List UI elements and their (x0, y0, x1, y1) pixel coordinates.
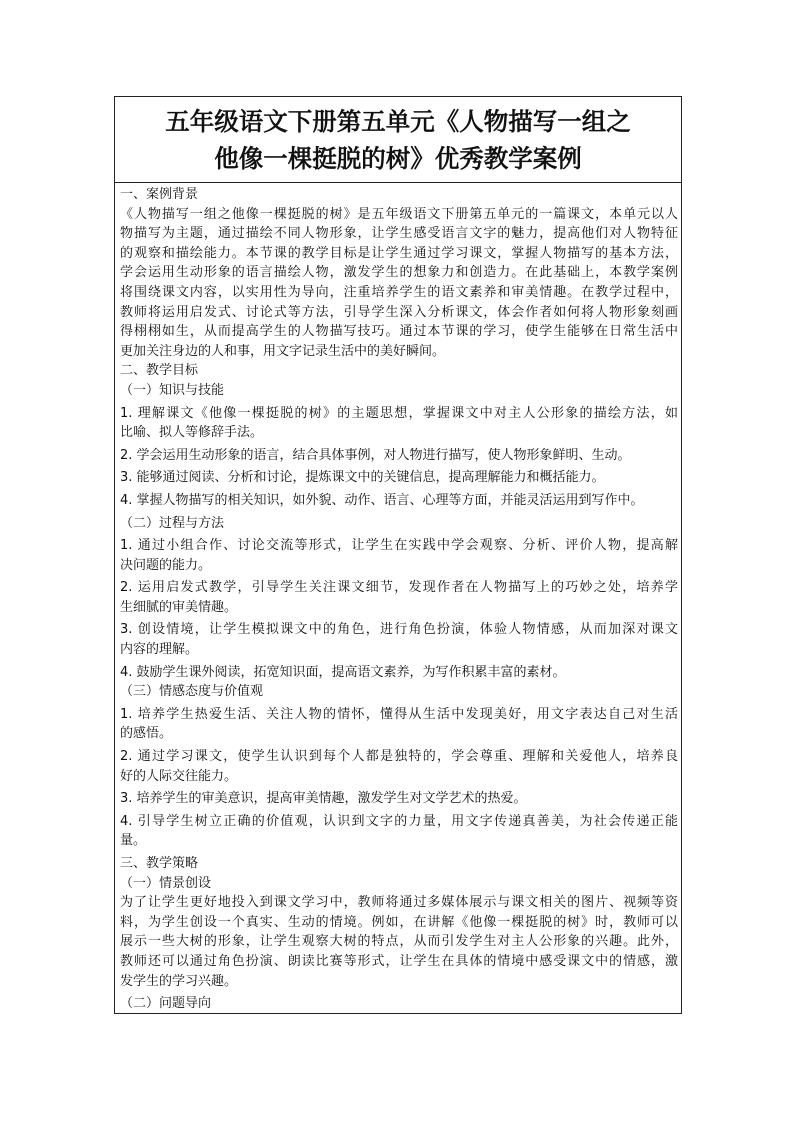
goal-item-line: 量。 (120, 833, 147, 849)
subsection-heading: （一）知识与技能 (120, 382, 225, 398)
background-line: 将围绕课文内容，以实用性为导向，注重培养学生的语文素养和审美情趣。在教学过程中， (120, 284, 678, 300)
background-line: 教师将运用启发式、讨论式等方法，引导学生深入分析课文，体会作者如何将人物形象刻画 (120, 304, 678, 320)
goal-item-line: 内容的理解。 (120, 642, 199, 658)
section-heading-strategy: 三、教学策略 (120, 856, 199, 871)
goal-item-line: 3. 创设情境，让学生模拟课文中的角色，进行角色扮演，体验人物情感，从而加深对课文 (120, 622, 678, 638)
goal-item-line: 2. 通过学习课文，使学生认识到每个人都是独特的，学会尊重、理解和关爱他人，培养良 (120, 749, 678, 765)
background-line: 学会运用生动形象的语言描绘人物，激发学生的想象力和创造力。在此基础上，本教学案例 (120, 265, 678, 281)
subsection-heading: （二）过程与方法 (120, 515, 225, 531)
title-line-1: 五年级语文下册第五单元《人物描写一组之 (165, 106, 631, 136)
section-heading-goals: 二、教学目标 (120, 363, 199, 379)
section-heading-background: 一、案例背景 (120, 187, 199, 202)
strategy-line: 发学生的学习兴趣。 (120, 973, 238, 989)
background-line: 得栩栩如生，从而提高学生的人物描写技巧。通过本节课的学习，使学生能够在日常生活中 (120, 324, 678, 340)
goal-item-line: 2. 学会运用生动形象的语言，结合具体事例，对人物进行描写，使人物形象鲜明、生动。 (120, 447, 631, 463)
goal-item-line: 3. 能够通过阅读、分析和讨论，提炼课文中的关键信息，提高理解能力和概括能力。 (120, 470, 605, 486)
strategy-line: 料，为学生创设一个真实、生动的情境。例如，在讲解《他像一棵挺脱的树》时，教师可以 (120, 914, 678, 930)
subsection-heading: （三）情感态度与价值观 (120, 684, 264, 700)
goal-item-line: 4. 掌握人物描写的相关知识，如外貌、动作、语言、心理等方面，并能灵活运用到写作中。 (120, 492, 644, 508)
goal-item-line: 1. 理解课文《他像一棵挺脱的树》的主题思想，掌握课文中对主人公形象的描绘方法，如 (120, 405, 678, 421)
goal-item-line: 2. 运用启发式教学，引导学生关注课文细节，发现作者在人物描写上的巧妙之处，培养学 (120, 580, 678, 596)
background-line: 物描写为主题，通过描绘不同人物形象，让学生感受语言文字的魅力，提高他们对人物特征 (120, 226, 678, 242)
goal-item-line: 生细腻的审美情趣。 (120, 599, 238, 615)
background-line: 《人物描写一组之他像一棵挺脱的树》是五年级语文下册第五单元的一篇课文，本单元以人 (120, 206, 678, 222)
strategy-line: 展示一些大树的形象，让学生观察大树的特点，从而引发学生对主人公形象的兴趣。此外， (120, 934, 678, 950)
subsection-heading: （一）情景创设 (120, 875, 212, 891)
title-cell (115, 97, 681, 183)
subsection-heading: （二）问题导向 (120, 996, 212, 1012)
goal-item-line: 好的人际交往能力。 (120, 768, 238, 784)
goal-item-line: 4. 鼓励学生课外阅读，拓宽知识面，提高语文素养，为写作积累丰富的素材。 (120, 664, 566, 680)
strategy-line: 为了让学生更好地投入到课文学习中，教师将通过多媒体展示与课文相关的图片、视频等资 (120, 895, 678, 911)
goal-item-line: 1. 培养学生热爱生活、关注人物的情怀，懂得从生活中发现美好，用文字表达自己对生活 (120, 706, 678, 722)
title-line-2: 他像一棵挺脱的树》优秀教学案例 (214, 143, 582, 173)
goal-item-line: 3. 培养学生的审美意识，提高审美情趣，激发学生对文学艺术的热爱。 (120, 791, 527, 807)
background-line: 更加关注身边的人和事，用文字记录生活中的美好瞬间。 (120, 343, 446, 359)
goal-item-line: 的感悟。 (120, 726, 173, 742)
strategy-line: 教师还可以通过角色扮演、朗读比赛等形式，让学生在具体的情境中感受课文中的情感，激 (120, 953, 678, 969)
goal-item-line: 1. 通过小组合作、讨论交流等形式，让学生在实践中学会观察、分析、评价人物，提高解 (120, 538, 678, 554)
goal-item-line: 4. 引导学生树立正确的价值观，认识到文字的力量，用文字传递真善美，为社会传递正能 (120, 813, 678, 829)
goal-item-line: 比喻、拟人等修辞手法。 (120, 425, 264, 441)
content-cell (120, 185, 678, 1014)
goal-item-line: 决问题的能力。 (120, 557, 212, 573)
background-line: 的观察和描绘能力。本节课的教学目标是让学生通过学习课文，掌握人物描写的基本方法， (120, 245, 678, 261)
document-table (114, 96, 682, 1014)
